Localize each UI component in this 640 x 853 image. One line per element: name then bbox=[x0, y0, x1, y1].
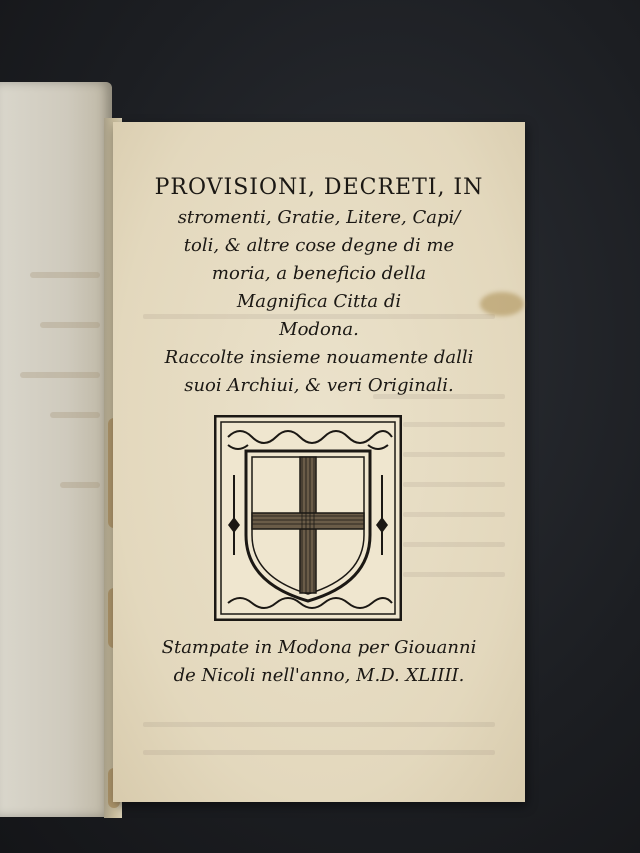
title-line: PROVISIONI, DECRETI, IN bbox=[154, 175, 484, 200]
title-text-block bbox=[113, 172, 525, 400]
show-through-text bbox=[40, 322, 100, 328]
show-through-text bbox=[60, 482, 100, 488]
show-through-text bbox=[30, 272, 100, 278]
title-line: Raccolte insieme nouamente dalli bbox=[164, 347, 474, 368]
title-line: stromenti, Gratie, Litere, Capi/ bbox=[177, 207, 461, 228]
imprint-line: de Nicoli nell'anno, M.D. XLIIII. bbox=[173, 665, 465, 686]
show-through-text bbox=[20, 372, 100, 378]
title-line: Magnifica Citta di bbox=[236, 291, 402, 312]
imprint-line: Stampate in Modona per Giouanni bbox=[161, 637, 477, 658]
title-line: suoi Archiui, & veri Originali. bbox=[184, 375, 454, 396]
show-through-text bbox=[50, 412, 100, 418]
title-line: moria, a beneficio della bbox=[211, 263, 427, 284]
title-page bbox=[113, 122, 525, 802]
title-line: toli, & altre cose degne di me bbox=[183, 235, 455, 256]
imprint-block bbox=[113, 634, 525, 690]
page-stain bbox=[480, 292, 524, 316]
left-page bbox=[0, 82, 112, 817]
coat-of-arms-cross-icon bbox=[214, 415, 402, 621]
title-line: Modona. bbox=[279, 319, 359, 340]
